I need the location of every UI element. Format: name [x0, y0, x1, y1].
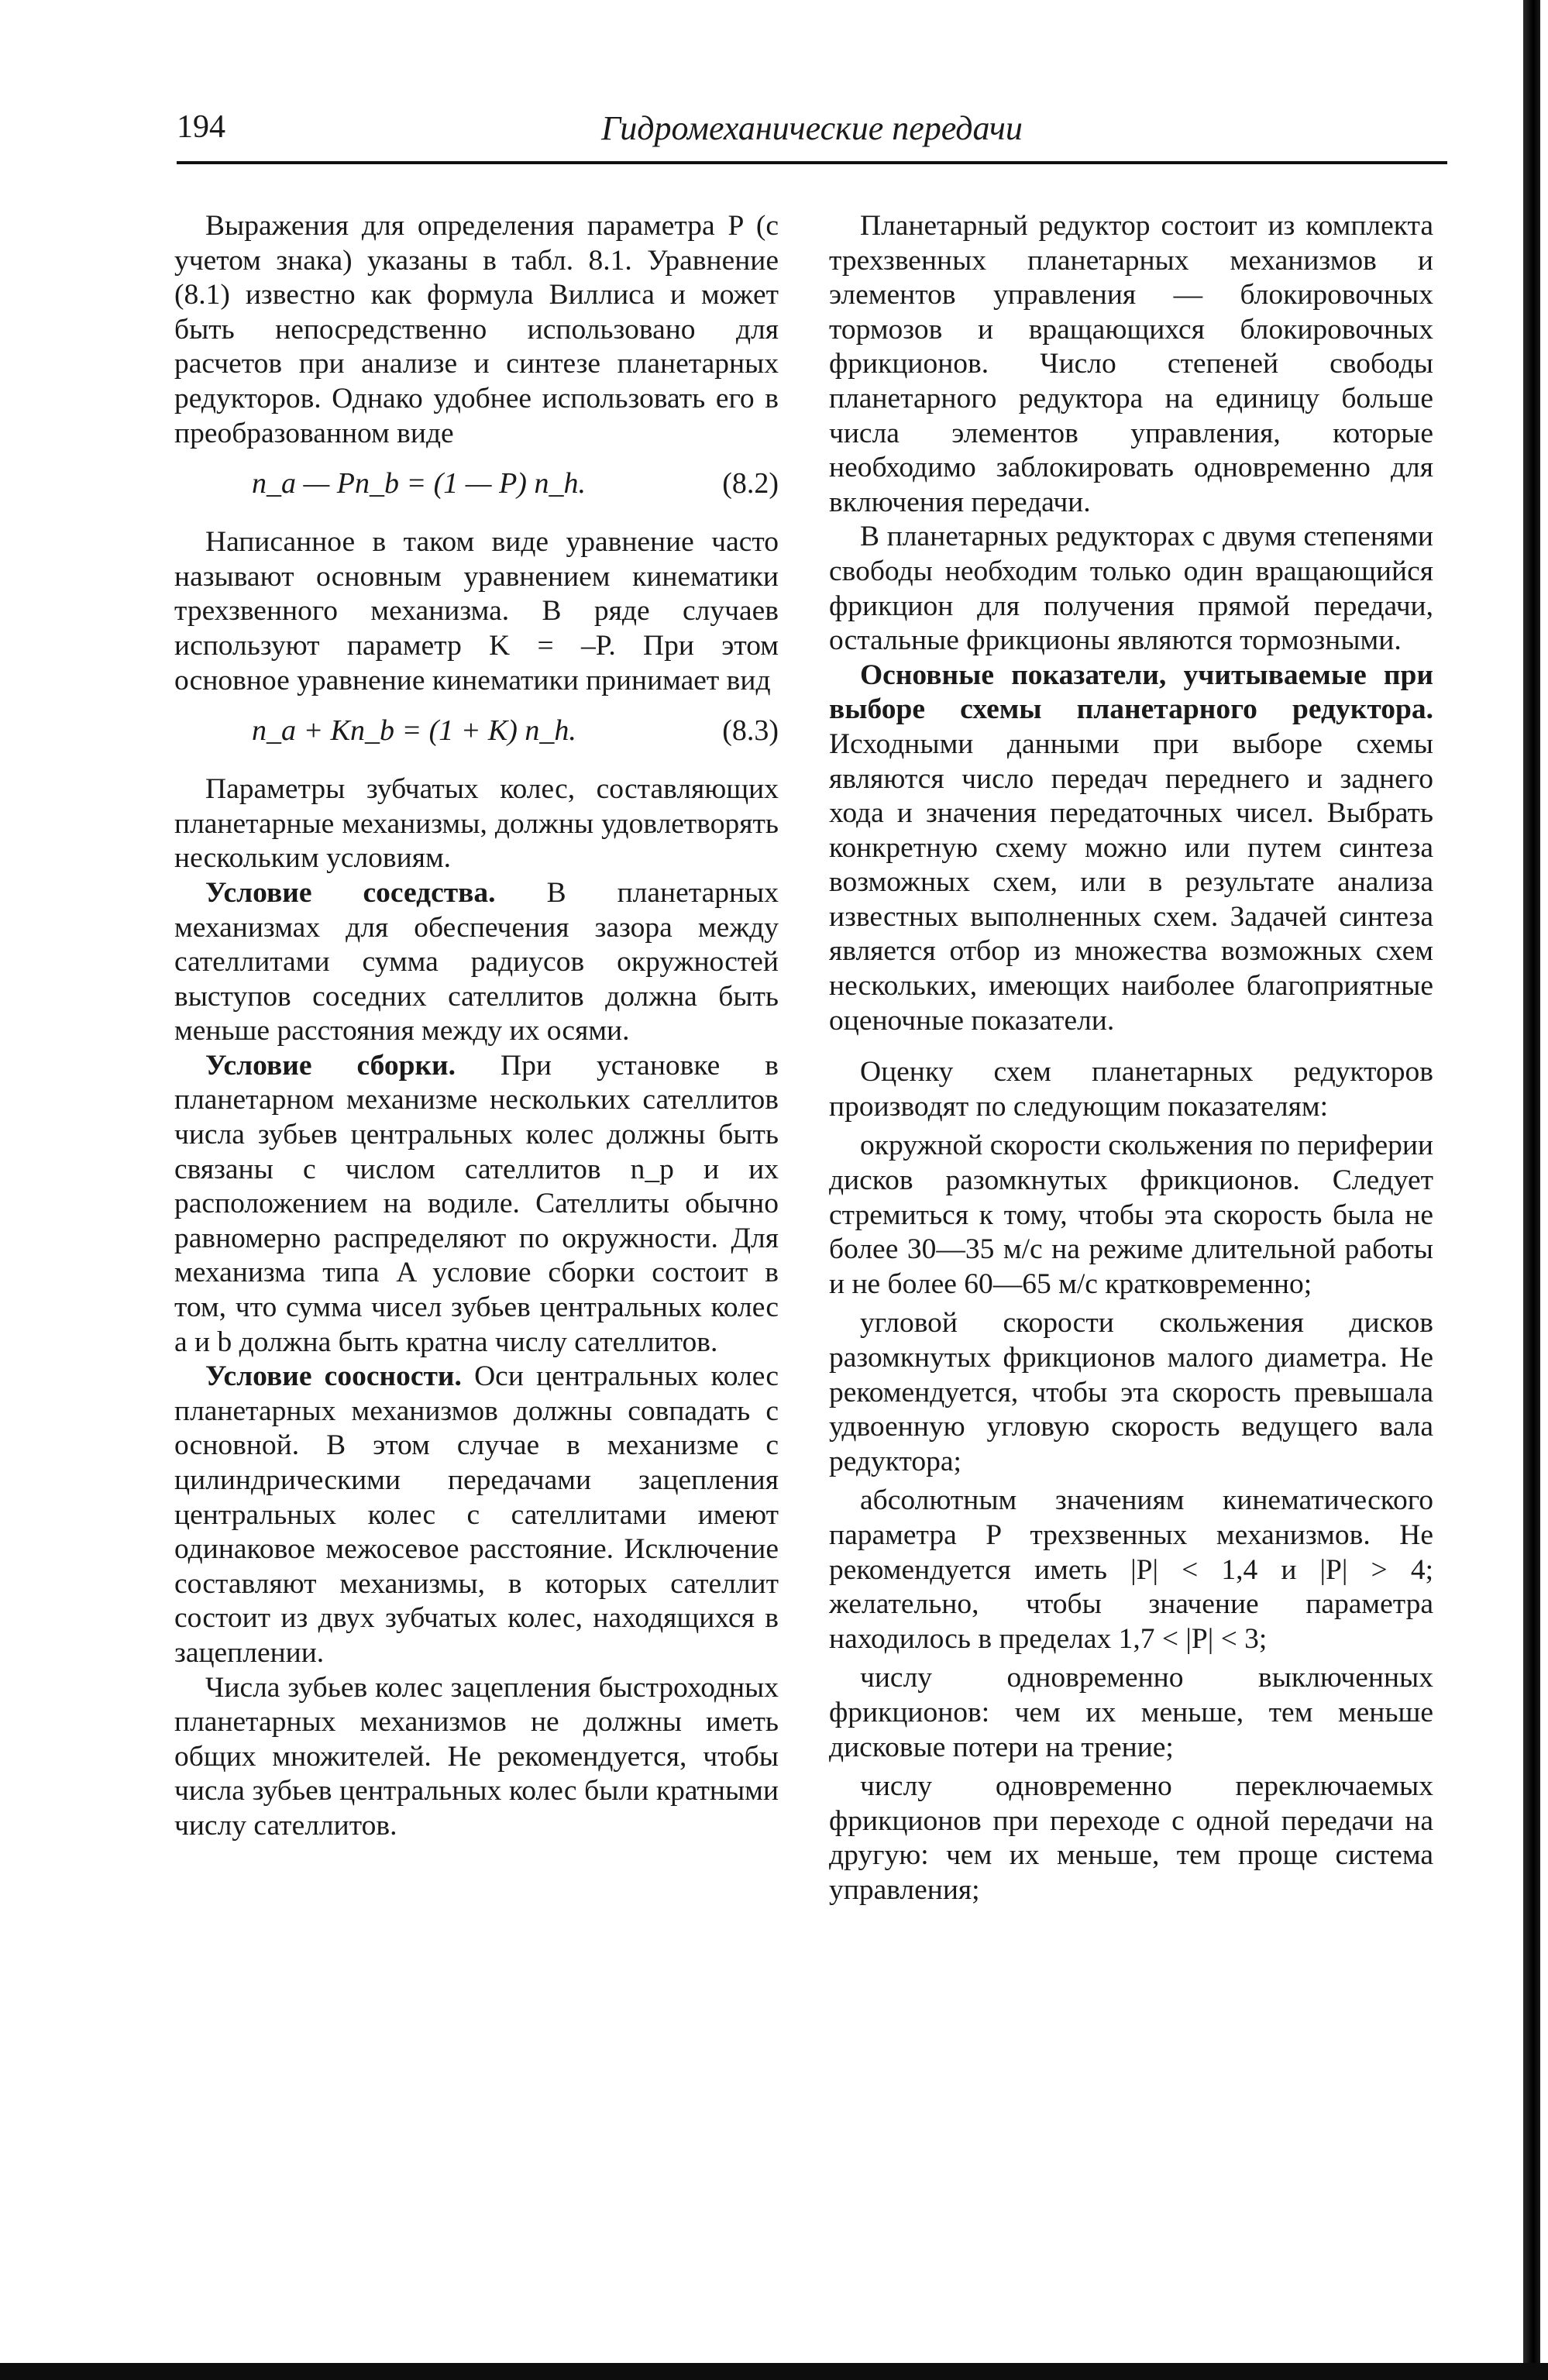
left-column — [174, 209, 779, 1844]
paragraph-assembly-condition — [174, 1049, 779, 1360]
section-heading: Основные показатели, учитываемые при выборе схемы планетарного редуктора. — [829, 659, 1433, 726]
scan-border-bottom — [0, 2363, 1548, 2380]
paragraph: Числа зубьев колес зацепления быстроходных планетарных механизмов не должны иметь общих множителей. Не рекомендуется, чтобы числа зубьев центральных колес были кратными числу сателлитов. — [174, 1671, 779, 1842]
paragraph-text: В планетарных механизмах для обеспечения зазора между сателлитами сумма радиусов окружностей выступов соседних сателлитов должна быть меньше расстояния между их осями. — [174, 876, 779, 1047]
paragraph: Планетарный редуктор состоит из комплекта трехзвенных планетарных механизмов и элементов управления — блокировочных тормозов и вращающихся блокировочных фрикционов. Число степеней свободы планетарного редуктора на единицу больше числа элементов управления, которые необходимо заблокировать одновременно для включения передачи. — [829, 210, 1433, 518]
list-item: угловой скорости скольжения дисков разомкнутых фрикционов малого диаметра. Не рекомендуется, чтобы эта скорость превышала удвоенную угловую скорость ведущего вала редуктора; — [829, 1307, 1433, 1477]
paragraph: Написанное в таком виде уравнение часто называют основным уравнением кинематики трехзвенного механизма. В ряде случаев используют параметр K = –P. При этом основное уравнение кинематики принимает вид — [174, 526, 779, 696]
section-heading: Условие сборки. — [205, 1049, 456, 1082]
formula-expression: n_a — Pn_b = (1 — P) n_h. — [252, 467, 586, 500]
section-heading: Условие соседства. — [205, 876, 496, 909]
section-heading: Условие соосности. — [205, 1360, 462, 1393]
formula-expression: n_a + Kn_b = (1 + K) n_h. — [252, 714, 576, 748]
paragraph-neighborhood-condition — [174, 876, 779, 1049]
paragraph-text: Исходными данными при выборе схемы являются число передач переднего и заднего хода и значения передаточных чисел. Выбрать конкретную схему можно или путем синтеза возможных схем, или в результате анализа известных выполненных схем. Задачей синтеза является отбор из множества возможных схем нескольких, имеющих наиболее благоприятные оценочные показатели. — [829, 727, 1433, 1037]
list-item: абсолютным значениям кинематического параметра P трехзвенных механизмов. Не рекомендуется иметь |P| < 1,4 и |P| > 4; желательно, чтобы значение параметра находилось в пределах 1,7 < |P| < 3; — [829, 1484, 1433, 1655]
header-rule — [177, 161, 1447, 164]
paragraph-main-indicators — [829, 659, 1433, 1039]
paragraph: Параметры зубчатых колес, составляющих планетарные механизмы, должны удовлетворять нескольким условиям. — [174, 773, 779, 875]
page-header — [177, 108, 1447, 163]
paragraph-text: При установке в планетарном механизме нескольких сателлитов числа зубьев центральных колес должны быть связаны с числом сателлитов n_p и их расположением на водиле. Сателлиты обычно равномерно распределяют по окружности. Для механизма типа A условие сборки состоит в том, что сумма чисел зубьев центральных колес a и b должна быть кратна числу сателлитов. — [174, 1049, 779, 1358]
right-column — [829, 209, 1433, 1908]
list-item: окружной скорости скольжения по периферии дисков разомкнутых фрикционов. Следует стремиться к тому, чтобы эта скорость была не более 30—35 м/с на режиме длительной работы и не более 60—65 м/с кратковременно; — [829, 1130, 1433, 1300]
running-title: Гидромеханические передачи — [601, 109, 1023, 147]
formula-number: (8.2) — [722, 467, 779, 500]
paragraph: Выражения для определения параметра P (с учетом знака) указаны в табл. 8.1. Уравнение (8.1) известно как формула Виллиса и может быть непосредственно использовано для расчетов при анализе и синтезе планетарных редукторов. Однако удобнее использовать его в преобразованном виде — [174, 210, 779, 449]
paragraph: Оценку схем планетарных редукторов производят по следующим показателям: — [829, 1056, 1433, 1123]
paragraph-text: Оси центральных колес планетарных механизмов должны совпадать с основной. В этом случае в механизме с цилиндрическими передачами зацепления центральных колес с сателлитами имеют одинаковое межосевое расстояние. Исключение составляют механизмы, в которых сателлит состоит из двух зубчатых колес, находящихся в зацеплении. — [174, 1360, 779, 1669]
paragraph-coaxiality-condition — [174, 1360, 779, 1670]
list-item: числу одновременно выключенных фрикционов: чем их меньше, тем меньше дисковые потери на трение; — [829, 1662, 1433, 1763]
paragraph: В планетарных редукторах с двумя степенями свободы необходим только один вращающийся фрикцион для получения прямой передачи, остальные фрикционы являются тормозными. — [829, 521, 1433, 657]
page-number: 194 — [177, 109, 225, 145]
formula-number: (8.3) — [722, 714, 779, 748]
list-item: числу одновременно переключаемых фрикционов при переходе с одной передачи на другую: чем их меньше, тем проще система управления; — [829, 1770, 1433, 1906]
scan-border-right — [1523, 0, 1540, 2380]
formula-8-3 — [174, 714, 779, 751]
formula-8-2 — [174, 466, 779, 504]
